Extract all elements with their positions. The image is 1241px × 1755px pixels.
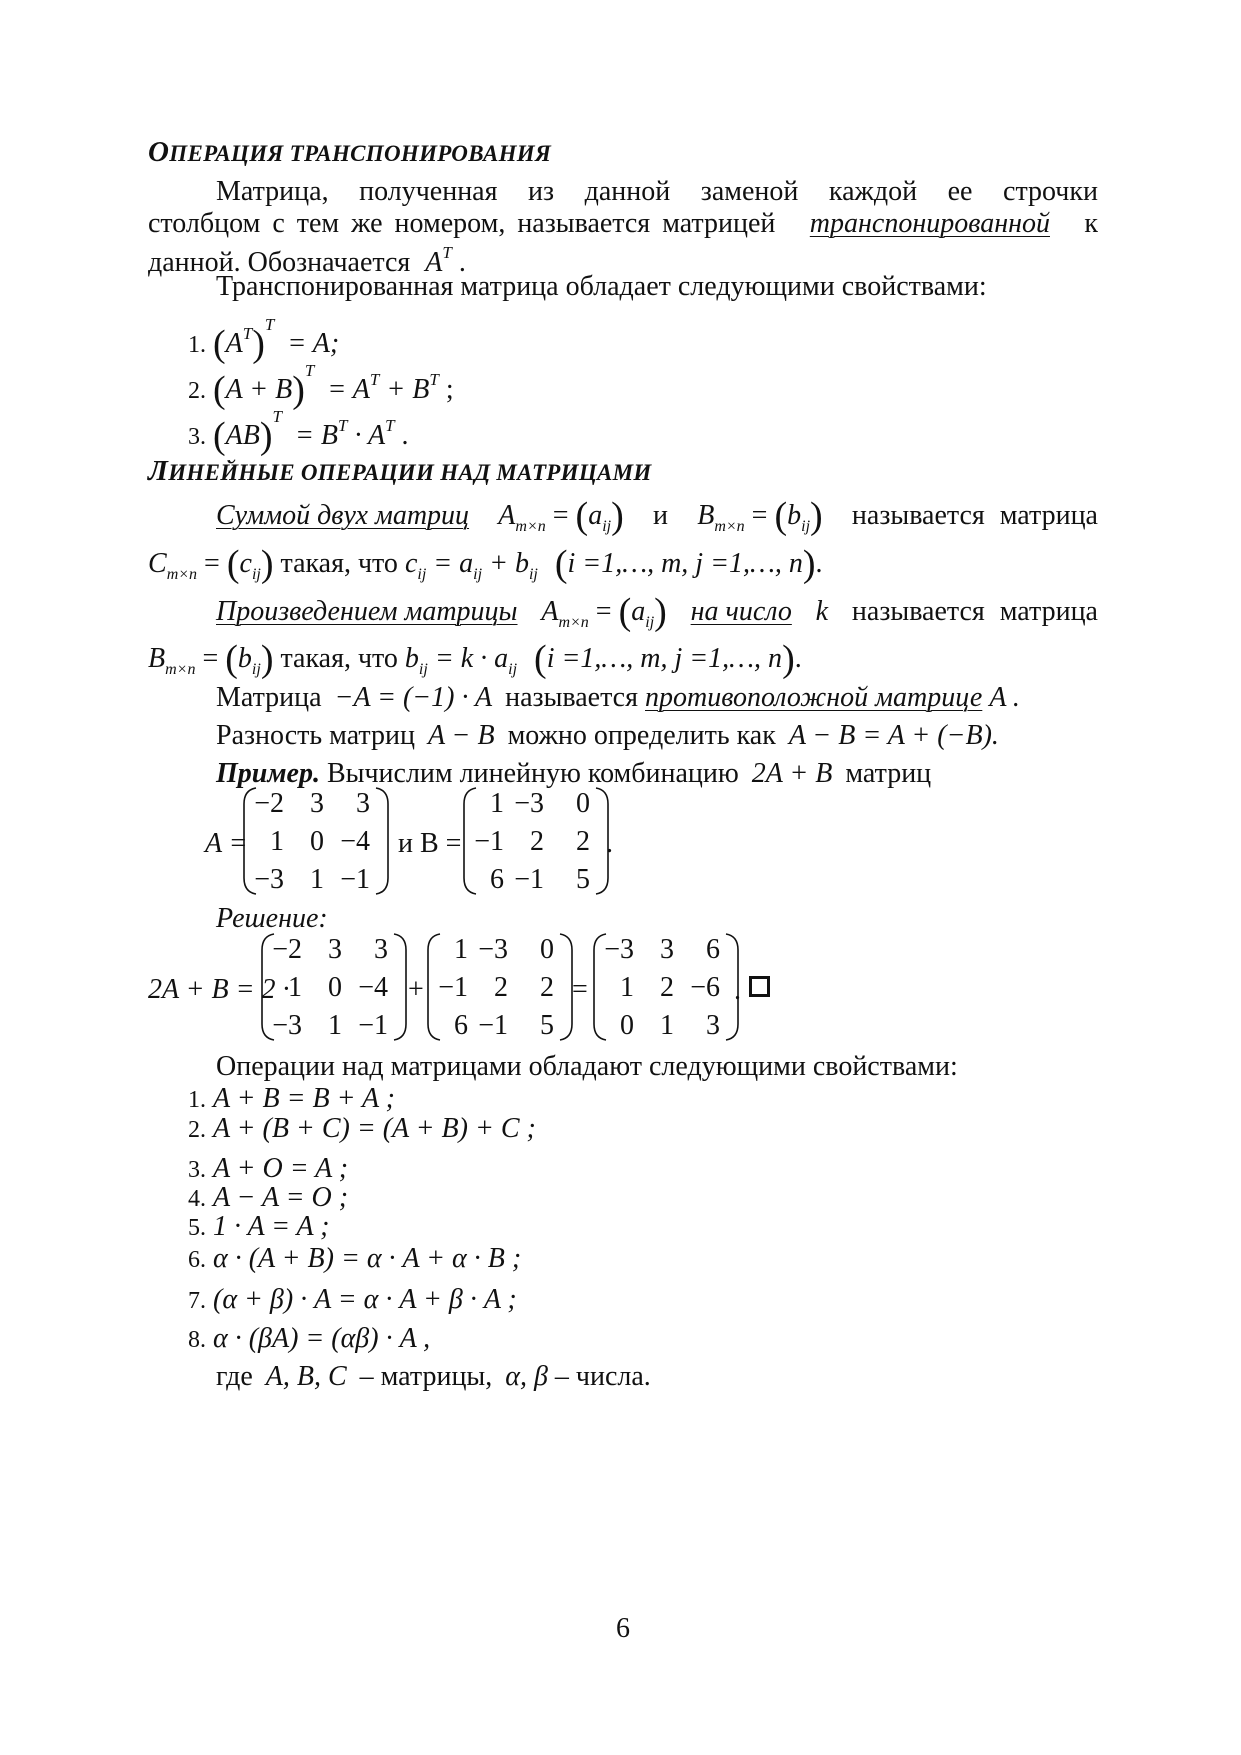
word: данной xyxy=(584,176,671,207)
word: такая, что xyxy=(280,548,398,579)
formula: b xyxy=(404,643,419,674)
punctuation: . xyxy=(606,828,613,859)
matrix-cell: 1 xyxy=(454,934,468,965)
operation-property xyxy=(188,1245,521,1273)
matrix-cell: 3 xyxy=(310,788,324,819)
list-number: 6. xyxy=(188,1247,206,1273)
matrix-cell: 1 xyxy=(310,864,324,895)
matrix-cell: 2 xyxy=(494,972,508,1003)
word: строчки xyxy=(1003,176,1098,207)
matrix-cell: −3 xyxy=(478,934,508,965)
matrix-cell: 0 xyxy=(576,788,590,819)
term-by-number: на число xyxy=(690,596,792,627)
operation-property xyxy=(188,1325,430,1353)
matrix-cell: −3 xyxy=(272,1010,302,1041)
formula: A + O = A ; xyxy=(213,1153,349,1184)
term-sum: Суммой двух матриц xyxy=(216,500,470,531)
matrix-cell: 2 xyxy=(530,826,544,857)
definition-line-2 xyxy=(148,210,1098,238)
term-transposed: транспонированной xyxy=(809,208,1050,239)
sub: m×n xyxy=(558,614,589,631)
sub: ij xyxy=(417,566,427,583)
word: Вычислим линейную комбинацию xyxy=(326,758,739,789)
definition-text: к xyxy=(1084,208,1098,239)
formula: + B xyxy=(386,374,430,405)
formula: A − A = O ; xyxy=(213,1182,349,1213)
formula: i =1,…, m, j =1,…, n xyxy=(567,548,803,579)
operation-property xyxy=(188,1286,517,1314)
sub: ij xyxy=(528,566,538,583)
matrix-cell: 1 xyxy=(620,972,634,1003)
notation-A: A xyxy=(425,247,443,278)
solution-matrix-result xyxy=(592,932,740,1042)
word: заменой xyxy=(700,176,799,207)
section-heading-linear-ops xyxy=(148,457,652,486)
sub: m×n xyxy=(166,566,198,583)
paren: ) xyxy=(802,543,816,585)
word: из xyxy=(528,176,555,207)
matrix-cell: 0 xyxy=(620,1010,634,1041)
heading-initial: Л xyxy=(148,455,169,487)
list-number: 2. xyxy=(188,378,206,404)
matrix-A xyxy=(242,786,390,896)
matrix-cell: 5 xyxy=(576,864,590,895)
list-number: 8. xyxy=(188,1327,206,1353)
operations-intro: Операции над матрицами обладают следующими свойствами: xyxy=(216,1051,958,1082)
qed-box-icon xyxy=(749,976,770,997)
example-label: Пример. xyxy=(216,758,320,789)
list-number: 2. xyxy=(188,1117,206,1143)
matrix-B-label-text: и B = xyxy=(398,828,462,859)
formula: = xyxy=(595,596,612,627)
definition-text: данной. Обозначается xyxy=(148,247,411,278)
sup: T xyxy=(242,324,253,343)
sub: ij xyxy=(473,566,483,583)
paren: ) xyxy=(782,638,795,680)
matrix-cell: 6 xyxy=(490,864,504,895)
sub: m×n xyxy=(714,518,745,535)
sub: ij xyxy=(251,661,261,678)
paren: ( xyxy=(225,638,238,680)
transpose-property-3 xyxy=(188,408,409,455)
solution-end xyxy=(734,976,770,1005)
formula: 2A + B xyxy=(751,758,833,789)
formula: A + (B + C) = (A + B) + C ; xyxy=(213,1113,536,1144)
list-number: 7. xyxy=(188,1288,206,1314)
matrix-A-label: A = xyxy=(205,828,248,859)
formula: A . xyxy=(989,682,1020,713)
matrix-cell: −3 xyxy=(514,788,544,819)
document-page xyxy=(148,0,1098,1755)
matrix-cell: 2 xyxy=(576,826,590,857)
formula: = a xyxy=(426,548,474,579)
matrix-cell: 6 xyxy=(454,1010,468,1041)
formula: = xyxy=(202,643,219,674)
paren: ) xyxy=(259,415,273,457)
word: – числа. xyxy=(554,1361,651,1392)
transpose-property-1 xyxy=(188,316,339,363)
matrix-cell: 6 xyxy=(706,934,720,965)
plus-sign: + xyxy=(408,974,424,1005)
formula: A, B, C xyxy=(265,1361,347,1392)
formula: = A xyxy=(327,374,370,405)
formula: = xyxy=(751,500,768,531)
paren: ) xyxy=(611,495,624,537)
word: и xyxy=(652,500,668,531)
list-number: 1. xyxy=(188,1087,206,1113)
properties-intro: Транспонированная матрица обладает следующими свойствами: xyxy=(216,271,987,302)
matrix-cell: −3 xyxy=(254,864,284,895)
word: Матрица xyxy=(216,682,322,713)
paren: ( xyxy=(575,495,589,537)
matrix-B xyxy=(462,786,610,896)
definition-text: столбцом с тем же номером, называется матрицей xyxy=(148,208,776,239)
opposite-matrix-line xyxy=(216,684,1020,712)
formula: c xyxy=(404,548,418,579)
matrix-cell: −3 xyxy=(604,934,634,965)
operation-property xyxy=(188,1184,348,1212)
matrix-cell: 1 xyxy=(288,972,302,1003)
word: называется матрица xyxy=(851,596,1098,627)
formula: B xyxy=(697,500,715,531)
sub: ij xyxy=(602,518,612,535)
formula: = k · a xyxy=(427,643,509,674)
word: Матрица, xyxy=(216,176,329,207)
sup: T xyxy=(338,416,348,435)
word: называется xyxy=(505,682,638,713)
where-line xyxy=(216,1363,651,1391)
sub: ij xyxy=(418,661,428,678)
operation-property xyxy=(188,1115,536,1143)
transpose-property-2 xyxy=(188,362,454,409)
sup: T xyxy=(429,370,439,389)
solution-lhs: 2A + B = 2 · xyxy=(148,974,290,1005)
word: где xyxy=(216,1361,253,1392)
formula: α, β xyxy=(505,1361,548,1392)
formula: b xyxy=(787,500,802,531)
formula: A − B xyxy=(427,720,495,751)
list-number: 5. xyxy=(188,1215,206,1241)
matrix-cell: 2 xyxy=(540,972,554,1003)
matrix-cell: −1 xyxy=(478,1010,508,1041)
definition-line-1 xyxy=(216,178,1098,206)
sup: T xyxy=(264,315,275,334)
sup: T xyxy=(304,361,315,380)
difference-line xyxy=(216,722,999,750)
paren: ) xyxy=(810,495,823,537)
section-heading-transposition xyxy=(148,138,551,167)
operation-property xyxy=(188,1213,329,1241)
paren: ) xyxy=(292,369,305,411)
solution-matrix-B xyxy=(426,932,574,1042)
matrix-cell: −4 xyxy=(358,972,388,1003)
word: – матрицы, xyxy=(359,1361,493,1392)
matrix-cell: 1 xyxy=(490,788,504,819)
formula: AB xyxy=(225,420,260,451)
sub: m×n xyxy=(515,518,546,535)
formula: 1 · A = A ; xyxy=(213,1211,330,1242)
word: полученная xyxy=(359,176,498,207)
page-number: 6 xyxy=(616,1613,630,1644)
punctuation: . xyxy=(815,548,823,579)
formula: b xyxy=(237,643,252,674)
punctuation: ; xyxy=(445,374,454,405)
matrix-B-label xyxy=(398,830,461,858)
word: Разность матриц xyxy=(216,720,415,751)
paren: ( xyxy=(554,543,568,585)
sub: ij xyxy=(508,661,518,678)
sum-definition-line-2 xyxy=(148,545,823,583)
matrix-cell: 3 xyxy=(660,934,674,965)
paren: ( xyxy=(774,495,788,537)
formula: A xyxy=(225,328,243,359)
matrix-cell: 3 xyxy=(374,934,388,965)
formula: A − B = A + (−B). xyxy=(788,720,999,751)
matrix-cell: 1 xyxy=(270,826,284,857)
sup: T xyxy=(369,370,380,389)
matrix-cell: 3 xyxy=(706,1010,720,1041)
list-number: 1. xyxy=(188,332,206,358)
word: каждой xyxy=(828,176,918,207)
paren: ) xyxy=(260,638,274,680)
word: можно определить как xyxy=(507,720,776,751)
right-bracket xyxy=(394,934,406,1040)
equals-sign: = xyxy=(572,974,588,1005)
matrix-cell: 1 xyxy=(660,1010,674,1041)
formula: −A = (−1) · A xyxy=(334,682,493,713)
right-bracket xyxy=(560,934,572,1040)
formula: c xyxy=(239,548,252,579)
example-line xyxy=(216,760,931,788)
sub: ij xyxy=(251,566,261,583)
right-bracket xyxy=(376,788,388,894)
sup: T xyxy=(272,407,282,426)
matrix-cell: −2 xyxy=(254,788,284,819)
matrix-cell: 3 xyxy=(356,788,370,819)
solution-label: Решение: xyxy=(216,903,328,934)
matrix-cell: −6 xyxy=(690,972,720,1003)
matrix-cell: 0 xyxy=(328,972,342,1003)
operation-property xyxy=(188,1085,395,1113)
formula: (α + β) · A = α · A + β · A ; xyxy=(213,1284,517,1315)
matrix-cell: −4 xyxy=(340,826,370,857)
formula: = B xyxy=(295,420,338,451)
sub: m×n xyxy=(165,661,196,678)
heading-initial: О xyxy=(148,136,170,168)
product-definition-line-1 xyxy=(216,593,1098,631)
paren: ) xyxy=(654,591,667,633)
word: называется матрица xyxy=(851,500,1098,531)
formula: · A xyxy=(354,420,386,451)
list-number: 4. xyxy=(188,1186,206,1212)
sup: T xyxy=(385,416,395,435)
heading-rest: ИНЕЙНЫЕ ОПЕРАЦИИ НАД МАТРИЦАМИ xyxy=(168,460,652,485)
matrix-cell: −1 xyxy=(438,972,468,1003)
matrix-cell: 0 xyxy=(310,826,324,857)
solution-matrix-A xyxy=(260,932,408,1042)
paren: ( xyxy=(534,638,547,680)
formula: + b xyxy=(482,548,529,579)
product-definition-line-2 xyxy=(148,640,802,678)
matrix-cell: −1 xyxy=(474,826,504,857)
punctuation: . xyxy=(458,247,466,278)
punctuation: . xyxy=(794,643,802,674)
formula: = A; xyxy=(287,328,340,359)
formula: A xyxy=(541,596,559,627)
heading-rest: ПЕРАЦИЯ ТРАНСПОНИРОВАНИЯ xyxy=(169,141,552,166)
formula: A + B xyxy=(225,374,293,405)
punctuation: . xyxy=(401,420,409,451)
matrix-cell: 3 xyxy=(328,934,342,965)
formula: α · (βA) = (αβ) · A , xyxy=(213,1323,431,1354)
formula: a xyxy=(588,500,603,531)
matrix-cell: 2 xyxy=(660,972,674,1003)
paren: ) xyxy=(260,543,274,585)
notation-sup-T: T xyxy=(442,243,452,262)
sum-definition-line-1 xyxy=(216,497,1098,535)
list-number: 3. xyxy=(188,424,206,450)
formula: C xyxy=(148,548,167,579)
paren: ( xyxy=(213,323,226,365)
word: матриц xyxy=(845,758,932,789)
punctuation: . xyxy=(734,975,741,1006)
matrix-cell: −1 xyxy=(514,864,544,895)
paren: ( xyxy=(618,591,632,633)
sub: ij xyxy=(801,518,811,535)
formula: i =1,…, m, j =1,…, n xyxy=(546,643,783,674)
formula: k xyxy=(815,596,829,627)
word: такая, что xyxy=(280,643,398,674)
matrix-cell: −1 xyxy=(358,1010,388,1041)
operation-property xyxy=(188,1155,348,1183)
formula: A xyxy=(498,500,516,531)
paren: ( xyxy=(213,369,226,411)
matrix-cell: 1 xyxy=(328,1010,342,1041)
paren: ( xyxy=(213,415,226,457)
formula: A + B = B + A ; xyxy=(213,1083,395,1114)
matrix-cell: −2 xyxy=(272,934,302,965)
formula: = xyxy=(204,548,220,579)
formula: B xyxy=(148,643,166,674)
matrix-cell: 0 xyxy=(540,934,554,965)
list-number: 3. xyxy=(188,1157,206,1183)
paren: ) xyxy=(252,323,265,365)
matrix-cell: 5 xyxy=(540,1010,554,1041)
formula: α · (A + B) = α · A + α · B ; xyxy=(213,1243,522,1274)
word: ее xyxy=(947,176,973,207)
sub: ij xyxy=(645,614,655,631)
term-opposite: противоположной матрице xyxy=(645,682,983,713)
paren: ( xyxy=(226,543,240,585)
formula: = xyxy=(552,500,569,531)
term-product: Произведением матрицы xyxy=(216,596,518,627)
matrix-cell: −1 xyxy=(340,864,370,895)
formula: a xyxy=(631,596,646,627)
